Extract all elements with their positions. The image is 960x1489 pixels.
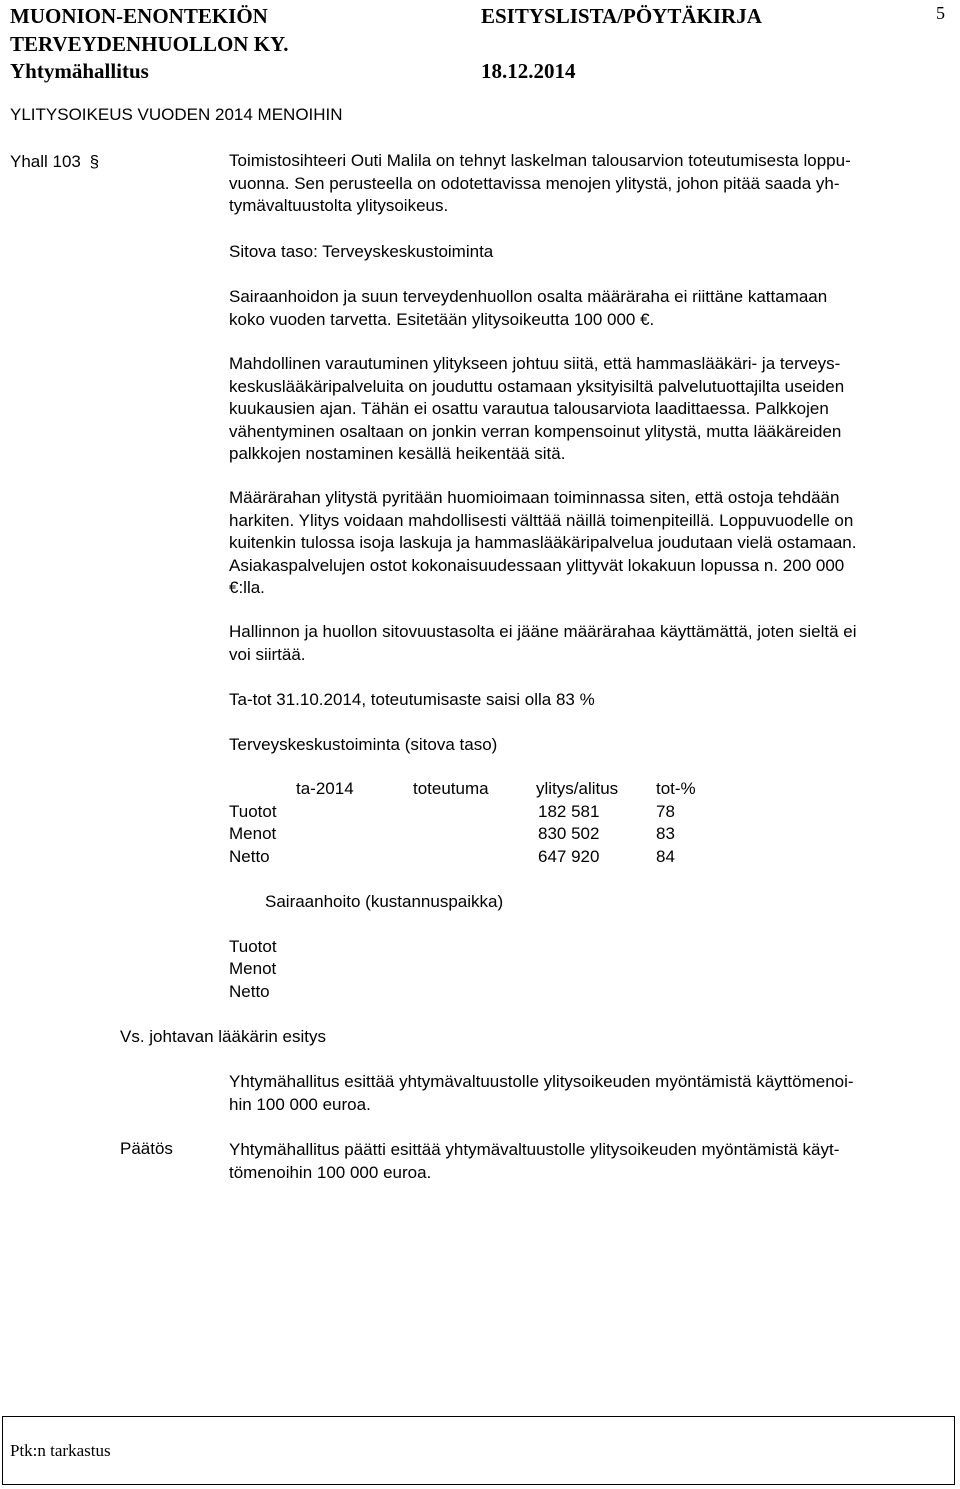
- text-line: harkiten. Ylitys voidaan mahdollisesti välttää näillä toimenpiteillä. Loppuvuodelle on: [229, 510, 854, 530]
- text-line: Määrärahan ylitystä pyritään huomioimaan toiminnassa siten, että ostoja tehdään: [229, 488, 840, 507]
- text-line: vähentyminen osaltaan on jonkin verran kompensoinut ylitystä, mutta lääkäreiden: [229, 421, 842, 441]
- col-header-ta: ta-2014: [296, 779, 354, 798]
- row-label: Menot: [229, 824, 277, 843]
- body-name: Yhtymähallitus: [10, 59, 149, 83]
- cell-ylitys: 647 920: [538, 847, 600, 866]
- col-header-pct: tot-%: [656, 779, 696, 798]
- cell-pct: 84: [656, 847, 675, 866]
- text-line: Mahdollinen varautuminen ylitykseen johtuu siitä, että hammaslääkäri- ja terveys-: [229, 354, 841, 373]
- text-line: palkkojen nostaminen kesällä heikentää sitä.: [229, 444, 566, 463]
- paragraph-3: [229, 353, 951, 466]
- section-title: YLITYSOIKEUS VUODEN 2014 MENOIHIN: [10, 105, 343, 124]
- text-line: tymävaltuustolta ylitysoikeus.: [229, 196, 449, 215]
- text-line: hin 100 000 euroa.: [229, 1094, 371, 1114]
- text-line: Sitova taso: Terveyskeskustoiminta: [229, 242, 494, 261]
- text-line: Toimistosihteeri Outi Malila on tehnyt laskelman talousarvion toteutumisesta loppu-: [229, 151, 851, 170]
- review-box: [2, 1416, 955, 1485]
- cell-pct: 78: [656, 802, 675, 821]
- item-number: [10, 152, 99, 172]
- text-line: koko vuoden tarvetta. Esitetään ylitysoikeutta 100 000 €.: [229, 309, 655, 329]
- paragraph-2: [229, 286, 951, 331]
- text-line: kuukausien ajan. Tähän ei osattu varautua talousarviota laadittaessa. Palkkojen: [229, 399, 829, 418]
- paragraph-5: [229, 621, 951, 666]
- meeting-date: 18.12.2014: [481, 59, 576, 83]
- row-label: Netto: [229, 847, 270, 866]
- review-label: Ptk:n tarkastus: [10, 1441, 111, 1460]
- text-line: Sairaanhoidon ja suun terveydenhuollon osalta määräraha ei riittäne kattamaan: [229, 287, 828, 306]
- row-label: Menot: [229, 959, 277, 978]
- text-line: €:lla.: [229, 578, 265, 597]
- paragraph-1: [229, 150, 951, 218]
- text-line: voi siirtää.: [229, 644, 306, 664]
- text-line: vuonna. Sen perusteella on odotettavissa menojen ylitystä, johon pitää saada yh-: [229, 173, 840, 193]
- row-label: Tuotot: [229, 802, 277, 821]
- decision-text: [229, 1139, 951, 1184]
- text-line: Hallinnon ja huollon sitovuustasolta ei jääne määrärahaa käyttämättä, joten sieltä ei: [229, 622, 857, 641]
- row-label: Netto: [229, 982, 270, 1001]
- decision-label: Päätös: [120, 1139, 173, 1158]
- paragraph-4: [229, 487, 951, 600]
- text-line: kuitenkin tulossa isoja laskuja ja hammaslääkäripalvelua joudutaan vielä ostamaan.: [229, 533, 857, 552]
- text-line: tömenoihin 100 000 euroa.: [229, 1162, 432, 1182]
- col-header-toteutuma: toteutuma: [413, 779, 489, 798]
- proposal-text: [229, 1071, 951, 1116]
- text-line: keskuslääkäripalveluita on jouduttu ostamaan yksityisiltä palvelutuottajilta useiden: [229, 376, 845, 396]
- ta-tot-line: Ta-tot 31.10.2014, toteutumisaste saisi olla 83 %: [229, 690, 595, 709]
- text-line: Asiakaspalvelujen ostot kokonaisuudessaan ylittyvät lokakuun lopussa n. 200 000: [229, 555, 845, 575]
- org-name-line2: TERVEYDENHUOLLON KY.: [10, 32, 289, 56]
- cell-pct: 83: [656, 824, 675, 843]
- binding-level-line: [229, 241, 951, 264]
- text-line: Yhtymähallitus päätti esittää yhtymävaltuustolle ylitysoikeuden myöntämistä käyt-: [229, 1140, 840, 1159]
- doc-type: ESITYSLISTA/PÖYTÄKIRJA: [481, 4, 762, 28]
- page-number: 5: [936, 3, 945, 23]
- item-id: Yhall 103: [10, 152, 81, 171]
- org-name-line1: MUONION-ENONTEKIÖN: [10, 4, 268, 28]
- row-label: Tuotot: [229, 937, 277, 956]
- proposal-label: Vs. johtavan lääkärin esitys: [120, 1027, 326, 1046]
- table2-title: Sairaanhoito (kustannuspaikka): [265, 892, 504, 911]
- section-symbol: §: [89, 152, 100, 171]
- table1-title: Terveyskeskustoiminta (sitova taso): [229, 735, 498, 754]
- col-header-ylitys: ylitys/alitus: [536, 779, 619, 798]
- cell-ylitys: 830 502: [538, 824, 600, 843]
- cell-ylitys: 182 581: [538, 802, 600, 821]
- text-line: Yhtymähallitus esittää yhtymävaltuustolle ylitysoikeuden myöntämistä käyttömenoi-: [229, 1072, 854, 1091]
